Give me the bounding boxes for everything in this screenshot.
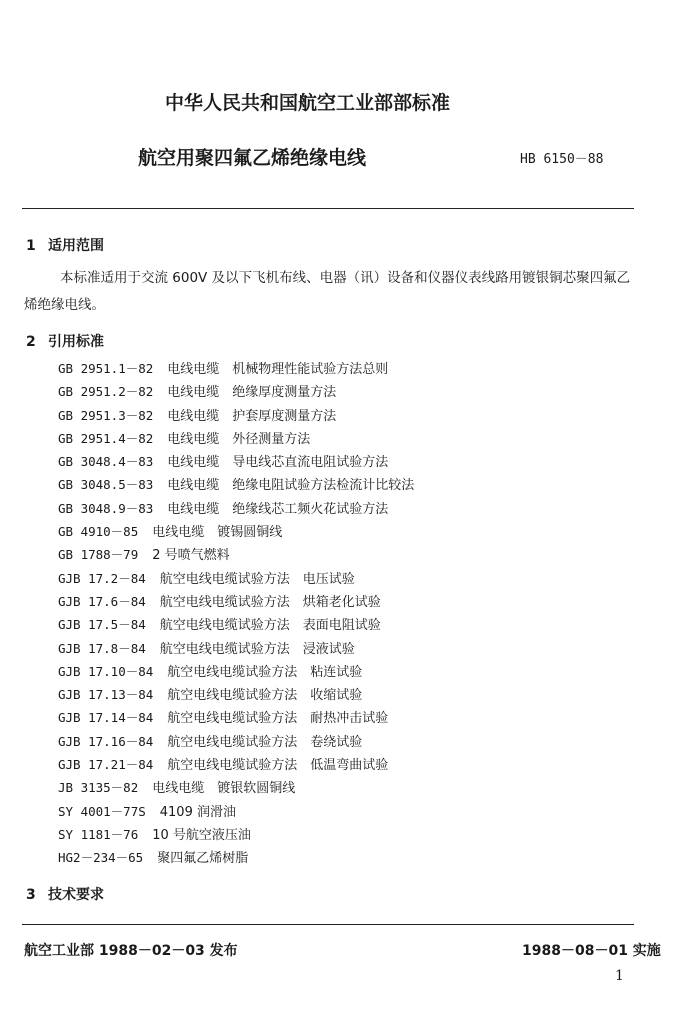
reference-item: [58, 637, 414, 660]
reference-code: GB 3048.5－83: [58, 477, 154, 493]
reference-code: GB 1788－79: [58, 547, 139, 563]
reference-title: 10 号航空液压油: [152, 827, 251, 843]
reference-item: [58, 497, 414, 520]
reference-code: GB 3048.4－83: [58, 454, 154, 470]
reference-code: HG2－234－65: [58, 850, 144, 866]
reference-title: 电线电缆 绝缘线芯工频火花试验方法: [167, 501, 389, 517]
reference-item: [58, 846, 414, 869]
reference-title: 电线电缆 导电线芯直流电阻试验方法: [167, 455, 389, 471]
reference-code: GB 2951.2－82: [58, 384, 154, 400]
reference-item: [58, 753, 414, 776]
reference-title: 电线电缆 机械物理性能试验方法总则: [167, 362, 389, 377]
reference-item: [58, 823, 414, 846]
reference-title: 电线电缆 护套厚度测量方法: [167, 408, 337, 424]
reference-item: [58, 567, 414, 590]
reference-code: GJB 17.5－84: [58, 617, 146, 633]
reference-title: 航空电线电缆试验方法 耐热冲击试验: [167, 711, 389, 727]
reference-title: 航空电线电缆试验方法 表面电阻试验: [159, 618, 381, 634]
reference-item: [58, 590, 414, 613]
reference-title: 聚四氟乙烯树脂: [157, 851, 249, 867]
header-divider: [22, 208, 634, 209]
reference-title: 航空电线电缆试验方法 卷绕试验: [167, 734, 363, 750]
section-title: 技术要求: [48, 887, 104, 903]
reference-item: [58, 357, 414, 380]
reference-code: GJB 17.14－84: [58, 710, 154, 726]
reference-title: 电线电缆 镀银软圆铜线: [152, 781, 296, 797]
reference-code: GJB 17.13－84: [58, 687, 154, 703]
reference-title: 电线电缆 绝缘电阻试验方法检流计比较法: [167, 478, 415, 494]
reference-title: 电线电缆 绝缘厚度测量方法: [167, 385, 337, 401]
reference-title: 航空电线电缆试验方法 电压试验: [159, 571, 355, 587]
reference-code: GJB 17.2－84: [58, 570, 146, 586]
reference-title: 航空电线电缆试验方法 收缩试验: [167, 688, 363, 704]
reference-code: GB 2951.4－82: [58, 430, 154, 446]
reference-item: [58, 380, 414, 403]
reference-title: 4109 润滑油: [159, 804, 236, 820]
reference-list: [58, 357, 414, 870]
reference-item: [58, 800, 414, 823]
section-number: 3: [26, 887, 36, 903]
reference-code: SY 4001－77S: [58, 803, 146, 819]
reference-code: GB 2951.3－82: [58, 407, 154, 423]
reference-code: SY 1181－76: [58, 826, 139, 842]
reference-title: 2 号喷气燃料: [152, 548, 230, 564]
reference-item: [58, 427, 414, 450]
reference-title: 航空电线电缆试验方法 低温弯曲试验: [167, 758, 389, 774]
reference-item: [58, 473, 414, 496]
reference-code: GB 2951.1－82: [58, 361, 154, 376]
reference-code: GJB 17.8－84: [58, 640, 146, 656]
section-number: 1: [26, 238, 36, 254]
reference-title: 航空电线电缆试验方法 烘箱老化试验: [159, 594, 381, 610]
reference-item: [58, 450, 414, 473]
section-number: 2: [26, 334, 36, 350]
reference-code: JB 3135－82: [58, 780, 139, 796]
reference-item: [58, 543, 414, 566]
section-title: 引用标准: [48, 334, 104, 350]
section-2-heading: [26, 331, 104, 351]
organization-title: 中华人民共和国航空工业部部标准: [164, 92, 450, 114]
reference-code: GJB 17.10－84: [58, 663, 154, 679]
reference-code: GB 3048.9－83: [58, 500, 154, 516]
reference-title: 航空电线电缆试验方法 浸液试验: [159, 641, 355, 657]
section-1-heading: [26, 235, 104, 255]
document-title: 航空用聚四氟乙烯绝缘电线: [138, 147, 367, 169]
footer-divider: [22, 924, 634, 925]
reference-code: GJB 17.6－84: [58, 593, 146, 609]
reference-code: GJB 17.21－84: [58, 757, 154, 773]
reference-item: [58, 776, 414, 799]
reference-item: [58, 730, 414, 753]
reference-title: 航空电线电缆试验方法 粘连试验: [167, 664, 363, 680]
reference-code: GB 4910－85: [58, 524, 139, 540]
standard-code: HB 6150－88: [520, 152, 604, 167]
reference-item: [58, 706, 414, 729]
reference-title: 电线电缆 镀锡圆铜线: [152, 525, 283, 541]
reference-item: [58, 660, 414, 683]
reference-item: [58, 683, 414, 706]
reference-item: [58, 613, 414, 636]
section-3-heading: [26, 884, 104, 904]
reference-item: [58, 520, 414, 543]
issue-date: 航空工业部 1988－02－03 发布: [24, 943, 238, 959]
page-number: 1: [615, 968, 624, 984]
reference-item: [58, 404, 414, 427]
reference-title: 电线电缆 外径测量方法: [167, 431, 311, 447]
section-title: 适用范围: [48, 238, 104, 254]
effective-date: 1988－08－01 实施: [522, 943, 661, 959]
reference-code: GJB 17.16－84: [58, 733, 154, 749]
section-1-paragraph: 本标准适用于交流 600V 及以下飞机布线、电器（讯）设备和仪器仪表线路用镀银铜芯聚四氟乙烯绝缘电线。: [24, 270, 631, 313]
